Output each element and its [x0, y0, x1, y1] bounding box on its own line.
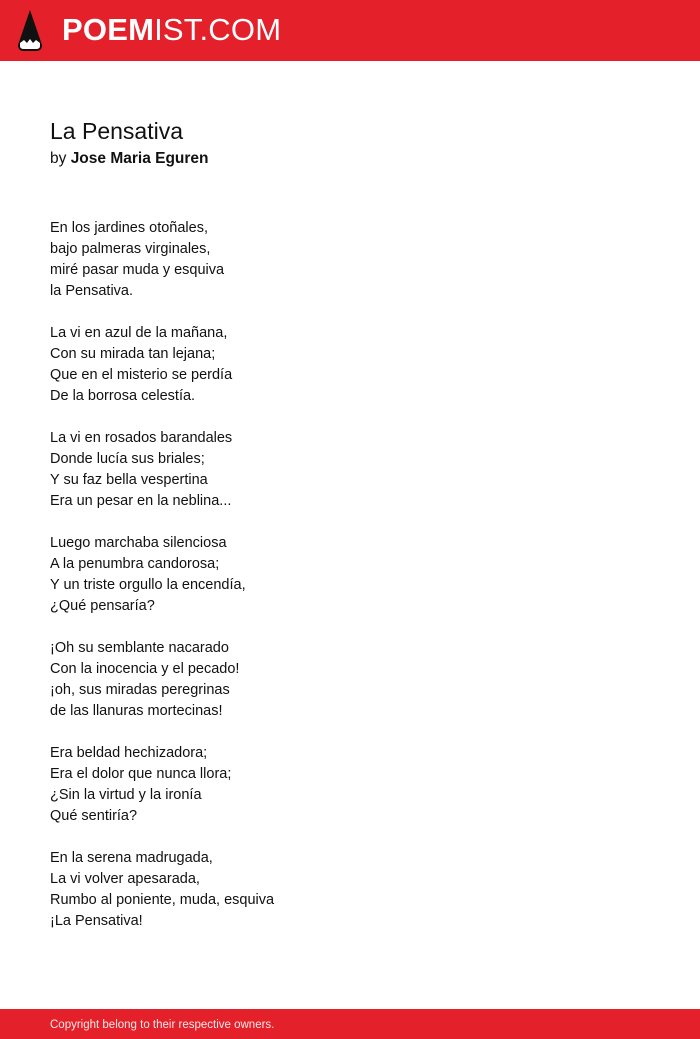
stanza	[50, 428, 650, 512]
poem-line: ¡oh, sus miradas peregrinas	[50, 682, 230, 698]
poem-line: De la borrosa celestía.	[50, 388, 196, 404]
stanza	[50, 638, 650, 722]
poem-line: Luego marchaba silenciosa	[50, 535, 227, 551]
poem-line: Que en el misterio se perdía	[50, 367, 233, 383]
poem-author: Jose Maria Eguren	[70, 150, 209, 167]
poem-line: de las llanuras mortecinas!	[50, 703, 223, 719]
poem-line: Era un pesar en la neblina...	[50, 493, 232, 509]
poem-line: ¿Sin la virtud y la ironía	[50, 787, 202, 803]
poem-line: La vi en azul de la mañana,	[50, 325, 228, 341]
poem-line: Era beldad hechizadora;	[50, 745, 208, 761]
site-logo-text[interactable]	[62, 10, 281, 50]
stanza	[50, 218, 650, 302]
stanza	[50, 533, 650, 617]
poem-line: Con su mirada tan lejana;	[50, 346, 216, 362]
site-footer	[0, 1009, 700, 1039]
poem-line: ¡Oh su semblante nacarado	[50, 640, 229, 656]
poem-line: Era el dolor que nunca llora;	[50, 766, 232, 782]
stanza	[50, 848, 650, 932]
logo-bold-part: POEM	[62, 12, 155, 47]
pencil-logo-icon[interactable]	[17, 9, 43, 52]
poem-line: En la serena madrugada,	[50, 850, 213, 866]
poem-line: Con la inocencia y el pecado!	[50, 661, 240, 677]
poem-body	[50, 218, 650, 953]
poem-line: Rumbo al poniente, muda, esquiva	[50, 892, 275, 908]
poem-line: Qué sentiría?	[50, 808, 138, 824]
poem-title: La Pensativa	[50, 118, 183, 144]
by-label: by	[50, 150, 67, 167]
poem-line: La vi en rosados barandales	[50, 430, 233, 446]
poem-line: Y un triste orgullo la encendía,	[50, 577, 246, 593]
poem-line: La vi volver apesarada,	[50, 871, 200, 887]
stanza	[50, 743, 650, 827]
poem-line: En los jardines otoñales,	[50, 220, 208, 236]
copyright-notice: Copyright belong to their respective owners.	[50, 1019, 275, 1031]
poem-byline	[50, 148, 209, 170]
poem-line: Donde lucía sus briales;	[50, 451, 205, 467]
stanza	[50, 323, 650, 407]
poem-line: bajo palmeras virginales,	[50, 241, 211, 257]
logo-light-part: IST.COM	[154, 12, 282, 47]
site-header	[0, 0, 700, 61]
poem-line: la Pensativa.	[50, 283, 134, 299]
poem-line: ¿Qué pensaría?	[50, 598, 155, 614]
poem-line: Y su faz bella vespertina	[50, 472, 208, 488]
poem-line: A la penumbra candorosa;	[50, 556, 220, 572]
poem-line: ¡La Pensativa!	[50, 913, 143, 929]
poem-line: miré pasar muda y esquiva	[50, 262, 225, 278]
